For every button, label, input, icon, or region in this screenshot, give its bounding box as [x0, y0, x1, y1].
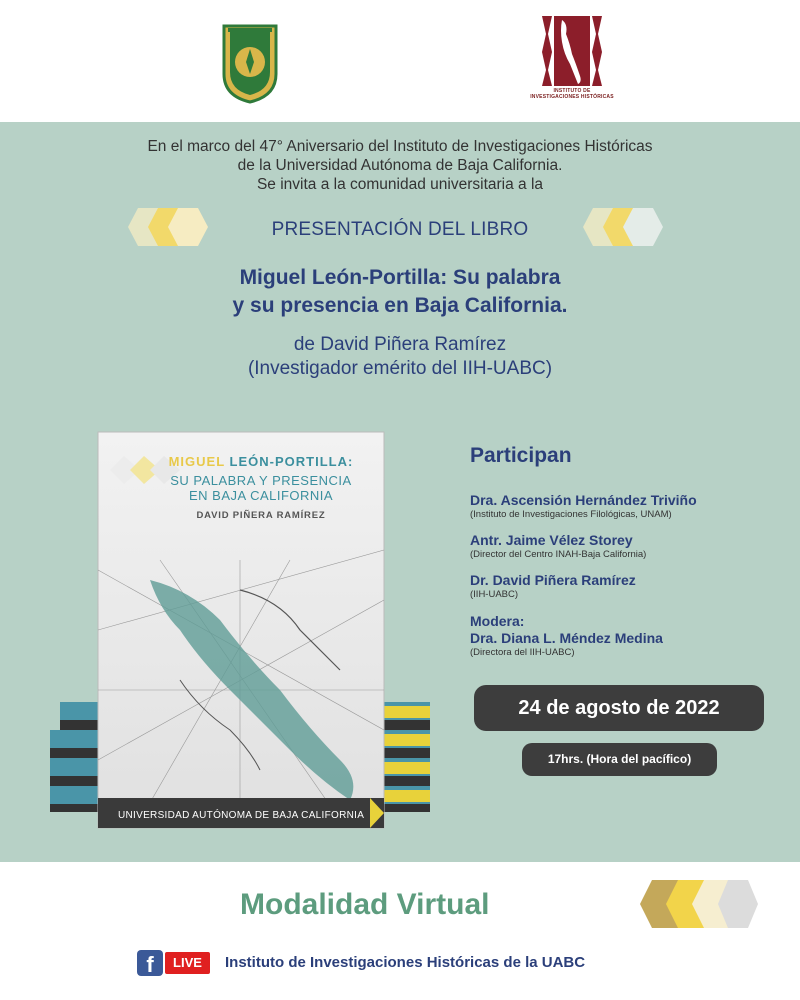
- moderator-name: Dra. Diana L. Méndez Medina: [470, 630, 663, 646]
- author-line-1: de David Piñera Ramírez: [293, 334, 507, 355]
- book-stack-illustration: [40, 430, 450, 850]
- event-time: 17hrs. (Hora del pacífico): [522, 743, 717, 776]
- intro-line-1: En el marco del 47° Aniversario del Instituto de Investigaciones Históricas: [147, 138, 653, 155]
- cover-publisher: UNIVERSIDAD AUTÓNOMA DE BAJA CALIFORNIA: [118, 810, 365, 821]
- cover-title-miguel: MIGUEL: [168, 454, 225, 469]
- participant-2: [470, 532, 646, 561]
- live-channel-text[interactable]: Instituto de Investigaciones Históricas de la UABC: [225, 954, 586, 971]
- cover-title-line-2: SU PALABRA Y PRESENCIA: [170, 473, 352, 488]
- author-line-2: (Investigador emérito del IIH-UABC): [247, 358, 553, 379]
- event-date: 24 de agosto de 2022: [474, 685, 764, 731]
- participant-name: Antr. Jaime Vélez Storey: [470, 532, 633, 548]
- cover-title-line-1: [169, 454, 354, 469]
- facebook-icon[interactable]: f: [137, 950, 163, 976]
- modalidad-heading: Modalidad Virtual: [240, 888, 490, 921]
- modera-label: Modera:: [470, 613, 525, 629]
- participant-affiliation: (IIH-UABC): [470, 589, 519, 600]
- cover-title-line-3: EN BAJA CALIFORNIA: [189, 488, 334, 503]
- cover-title-leon: LEÓN-PORTILLA:: [224, 454, 354, 469]
- participant-name: Dr. David Piñera Ramírez: [470, 572, 636, 588]
- book-author: [0, 333, 800, 381]
- participant-3: [470, 572, 636, 601]
- intro-line-2: de la Universidad Autónoma de Baja California.: [237, 157, 563, 174]
- moderator-affiliation: (Directora del IIH-UABC): [470, 647, 575, 658]
- hexagon-decoration-bottom: [640, 880, 760, 928]
- book-title-line-1: Miguel León-Portilla: Su palabra: [239, 266, 561, 289]
- moderator: [470, 613, 663, 659]
- intro-text: [0, 137, 800, 194]
- intro-line-3: Se invita a la comunidad universitaria a la: [256, 176, 544, 193]
- presentacion-heading: PRESENTACIÓN DEL LIBRO: [271, 219, 529, 240]
- participant-affiliation: (Instituto de Investigaciones Filológicas, UNAM): [470, 509, 672, 520]
- book-title-line-2: y su presencia en Baja California.: [232, 294, 568, 317]
- live-badge: LIVE: [165, 952, 210, 974]
- uabc-shield-logo: [220, 22, 280, 104]
- iih-logo-text: INSTITUTO DE INVESTIGACIONES HISTÓRICAS: [530, 88, 614, 100]
- cover-author: DAVID PIÑERA RAMÍREZ: [196, 510, 326, 521]
- book-title: [0, 264, 800, 320]
- participan-heading: Participan: [470, 444, 572, 467]
- book-image: [40, 430, 450, 850]
- participant-name: Dra. Ascensión Hernández Triviño: [470, 492, 697, 508]
- header: [0, 0, 800, 122]
- participant-affiliation: (Director del Centro INAH-Baja California): [470, 549, 647, 560]
- participant-1: [470, 492, 697, 521]
